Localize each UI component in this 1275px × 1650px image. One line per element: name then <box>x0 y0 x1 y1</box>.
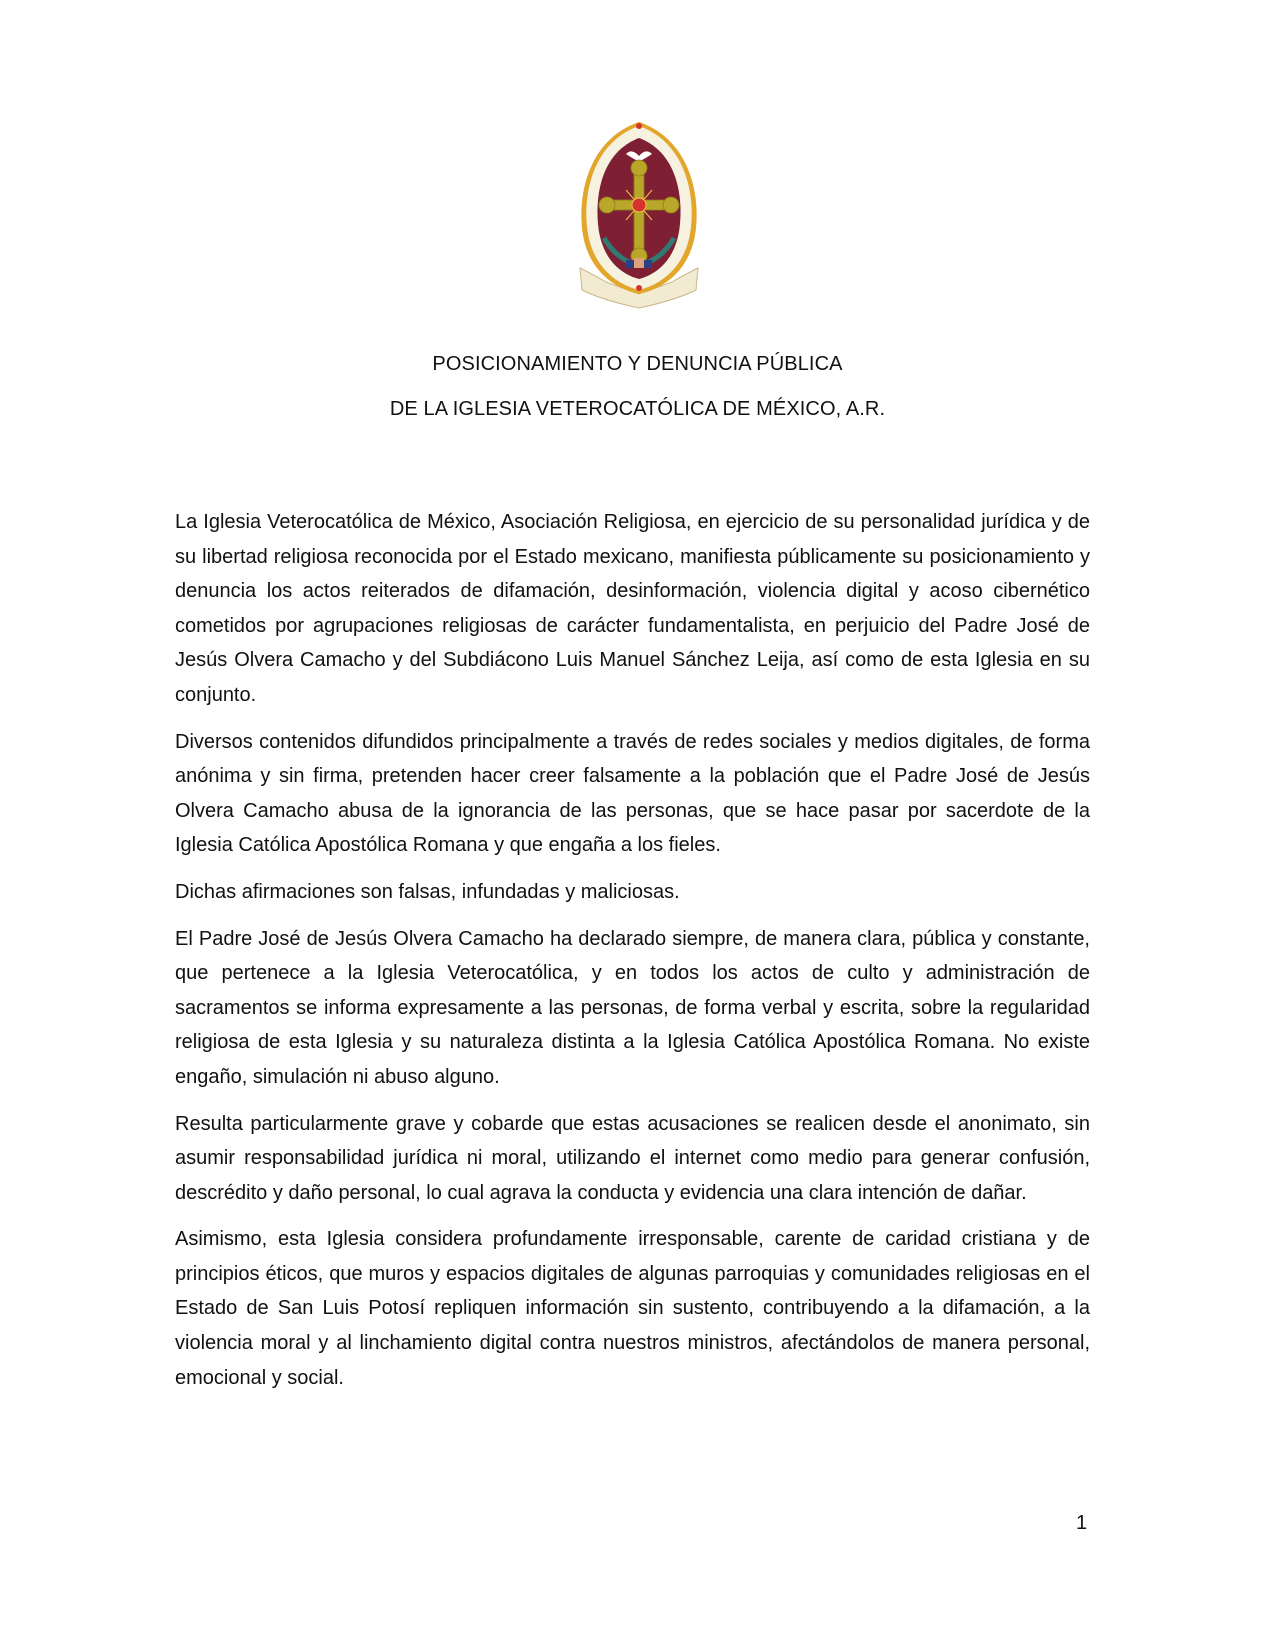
paragraph: La Iglesia Veterocatólica de México, Asociación Religiosa, en ejercicio de su personalidad jurídica y de su libertad religiosa reconocida por el Estado mexicano, manifiesta públicamente su posicionamiento y denuncia los actos reiterados de difamación, desinformación, violencia digital y acoso cibernético cometidos por agrupaciones religiosas de carácter fundamentalista, en perjuicio del Padre José de Jesús Olvera Camacho y del Subdiácono Luis Manuel Sánchez Leija, así como de esta Iglesia en su conjunto. <box>175 511 1090 706</box>
paragraph: Resulta particularmente grave y cobarde que estas acusaciones se realicen desde el anonimato, sin asumir responsabilidad jurídica ni moral, utilizando el internet como medio para generar confusión, descrédito y daño personal, lo cual agrava la conducta y evidencia una clara intención de dañar. <box>175 1112 1090 1204</box>
paragraph: Asimismo, esta Iglesia considera profundamente irresponsable, carente de caridad cristiana y de principios éticos, que muros y espacios digitales de algunas parroquias y comunidades religiosas en el Estado de San Luis Potosí repliquen información sin sustento, contribuyendo a la difamación, a la violencia moral y al linchamiento digital contra nuestros ministros, afectándolos de manera personal, emocional y social. <box>175 1228 1090 1389</box>
paragraph: Dichas afirmaciones son falsas, infundadas y maliciosas. <box>175 880 680 903</box>
paragraph: Diversos contenidos difundidos principalmente a través de redes sociales y medios digitales, de forma anónima y sin firma, pretenden hacer creer falsamente a la población que el Padre José de Jesús Olvera Camacho abusa de la ignorancia de las personas, que se hace pasar por sacerdote de la Iglesia Católica Apostólica Romana y que engaña a los fieles. <box>175 730 1090 857</box>
paragraph: El Padre José de Jesús Olvera Camacho ha declarado siempre, de manera clara, pública y constante, que pertenece a la Iglesia Veterocatólica, y en todos los actos de culto y administración de sacramentos se informa expresamente a las personas, de forma verbal y escrita, sobre la regularidad religiosa de esta Iglesia y su naturaleza distinta a la Iglesia Católica Apostólica Romana. No existe engaño, simulación ni abuso alguno. <box>175 927 1090 1088</box>
document-title-line-1: POSICIONAMIENTO Y DENUNCIA PÚBLICA <box>432 353 843 375</box>
church-seal-logo <box>576 118 702 310</box>
rose-icon <box>632 198 646 212</box>
document-body <box>175 505 1090 1407</box>
document-title-line-2: DE LA IGLESIA VETEROCATÓLICA DE MÉXICO, A.R. <box>389 398 886 420</box>
page-number: 1 <box>1076 1512 1088 1534</box>
